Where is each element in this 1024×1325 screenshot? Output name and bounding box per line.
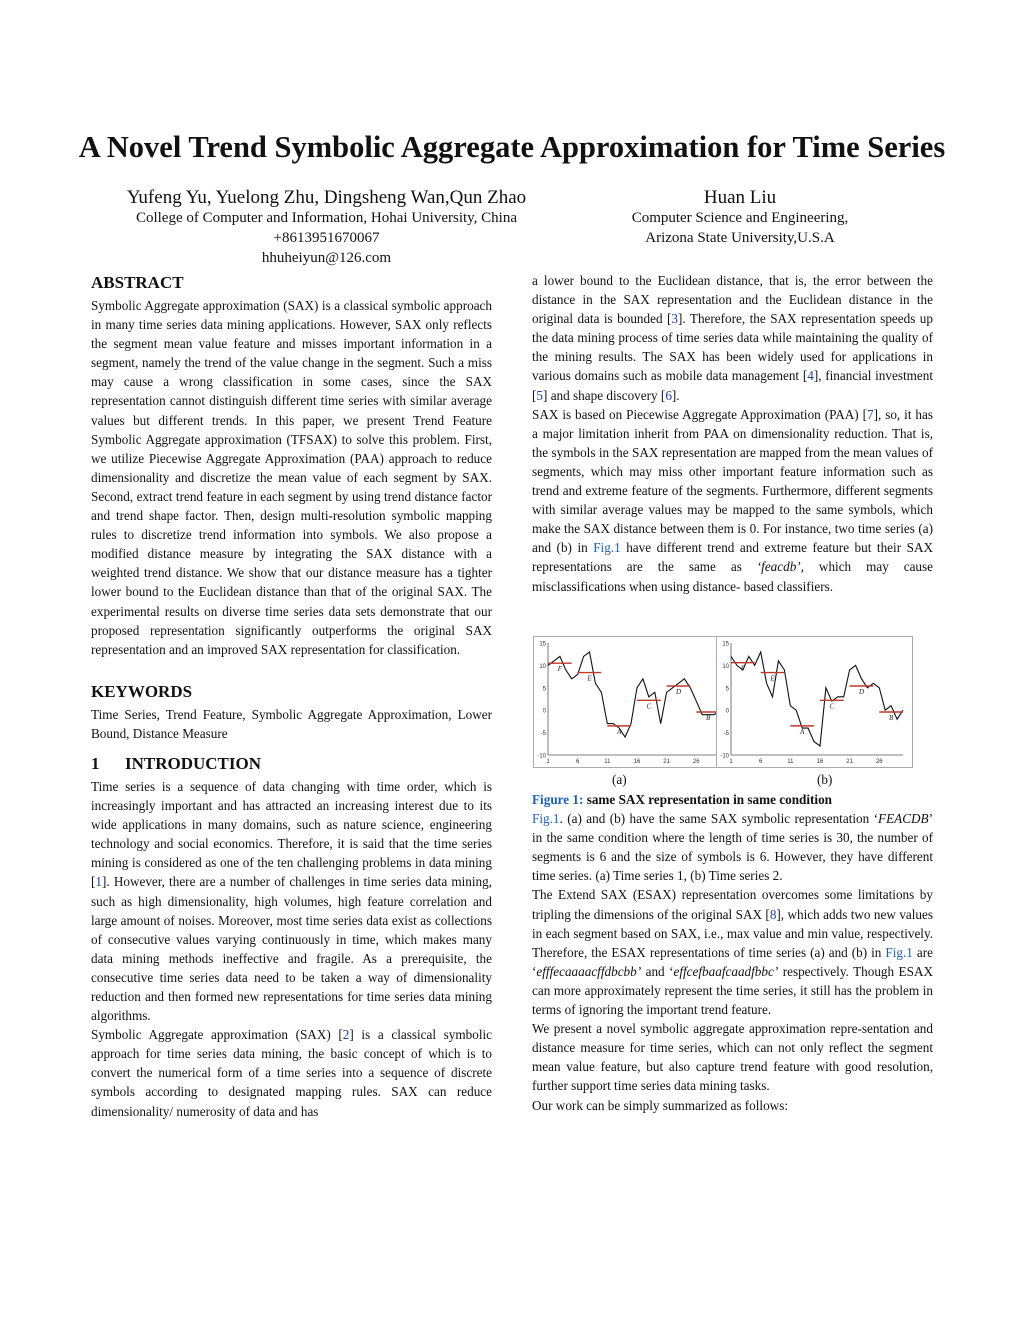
right-column-top: [532, 271, 933, 596]
right-paragraph-2: SAX is based on Piecewise Aggregate Approximation (PAA) [7], so, it has a major limitation inherit from PAA on dimensionality reduction. That is, the symbols in the SAX representation are mapped from the mean values of segments, which may miss other important feature information such as trend and extreme feature of the segments. Furthermore, different segments with similar average values may be mapped to the same symbols, which make the SAX distance between them is 0. For instance, two time series (a) and (b) in Fig.1 have different trend and extreme feature but their SAX representations are the same as ‘feacdb’, which may cause misclassifications when using distance- based classifiers.: [532, 406, 934, 594]
y-tick-label: 10: [539, 663, 546, 670]
subcaption-b: (b): [817, 772, 833, 787]
y-tick-label: -10: [720, 753, 729, 760]
ref-link[interactable]: 6: [665, 387, 672, 403]
subcaption-a: (a): [612, 772, 627, 787]
y-tick-label: 5: [542, 686, 546, 693]
figure-link[interactable]: Fig.1: [593, 540, 621, 556]
x-tick-label: 1: [729, 759, 733, 765]
right-paragraph-3: Fig.1. (a) and (b) have the same SAX symbolic representation ‘FEACDB’ in the same condition where the length of time series is 30, the number of segments is 6 and the size of symbols is 6. However, they have different time series. (a) Time series 1, (b) Time series 2.: [532, 811, 933, 884]
series-line: [731, 652, 903, 746]
authors-left-phone: +8613951670067: [273, 230, 380, 246]
figure-caption: Figure 1: same SAX representation in same condition: [532, 792, 833, 807]
y-tick-label: -5: [723, 731, 729, 738]
series-line: [548, 652, 720, 737]
ref-link[interactable]: 7: [866, 406, 874, 422]
figure-label: Figure 1:: [532, 792, 584, 807]
intro-paragraph-2: Symbolic Aggregate approximation (SAX) [2] is a classical symbolic approach for time series data mining, the basic concept of which is to convert the numerical form of a time series into a sequence of discrete symbols according to designated mapping rules. SAX can reduce dimensionality/ numerosity of data and has: [91, 1027, 492, 1119]
x-tick-label: 6: [575, 759, 580, 765]
y-tick-label: -10: [537, 753, 546, 760]
x-tick-label: 16: [633, 759, 641, 765]
x-tick-label: 6: [758, 759, 763, 765]
segment-symbol-label: A: [800, 727, 805, 736]
y-tick-label: -5: [540, 731, 546, 738]
keywords-heading: KEYWORDS: [91, 681, 193, 701]
right-paragraph-6: Our work can be simply summarized as follows:: [532, 1097, 789, 1113]
right-column-bottom: [532, 790, 933, 1115]
figure-link[interactable]: Fig.1: [885, 944, 913, 960]
ref-link[interactable]: 2: [342, 1027, 350, 1043]
keywords-text: Time Series, Trend Feature, Symbolic Aggregate Approximation, Lower Bound, Distance Measure: [91, 706, 492, 741]
left-column: [91, 272, 492, 1121]
ref-link[interactable]: 4: [807, 368, 814, 384]
chart-b: [717, 637, 912, 767]
abstract-heading: ABSTRACT: [91, 273, 184, 292]
y-tick-label: 0: [542, 708, 546, 715]
authors-left-affiliation: College of Computer and Information, Hohai University, China: [135, 210, 518, 226]
segment-symbol-label: A: [617, 727, 622, 736]
segment-symbol-label: F: [740, 664, 746, 673]
ref-link[interactable]: 1: [95, 874, 102, 890]
x-tick-label: 11: [604, 759, 611, 765]
authors-left-names: Yufeng Yu, Yuelong Zhu, Dingsheng Wan,Qun Zhao: [126, 187, 527, 208]
authors-right-affiliation1: Computer Science and Engineering,: [631, 210, 849, 226]
segment-symbol-label: D: [675, 688, 682, 697]
segment-symbol-label: D: [858, 688, 865, 697]
right-paragraph-5: We present a novel symbolic aggregate approximation repre-sentation and distance measure for time series, which can not only reflect the segment mean value feature, but also capture trend feature with good resolution, further support time series data mining tasks.: [532, 1021, 933, 1094]
y-tick-label: 15: [539, 641, 546, 648]
y-tick-label: 0: [725, 708, 729, 715]
ref-link[interactable]: 3: [671, 311, 678, 327]
x-tick-label: 26: [692, 759, 700, 765]
x-tick-label: 16: [816, 759, 824, 765]
segment-symbol-label: E: [587, 674, 592, 683]
chart-a: [534, 637, 729, 767]
authors-right-names: Huan Liu: [703, 187, 777, 208]
segment-symbol-label: F: [557, 665, 563, 674]
intro-heading: 1 INTRODUCTION: [91, 753, 262, 773]
segment-symbol-label: C: [829, 702, 835, 711]
intro-paragraph-1: Time series is a sequence of data changing with time order, which is increasingly important and has attracted an increasing interest due to its wide applications in many domains, such as nature science, engineering technology and social economics. Therefore, it is said that the time series mining is considered as one of the ten challenging problems in data mining [1]. However, there are a number of challenges in time series data mining, such as high dimensionality, high volumes, high feature correlation and large amount of noises. Moreover, most time series data exist as collections of consecutive values varying continuously in time, which makes many data mining methods ineffective and fragile. As a prerequisite, the consecutive time series data need to be taken a way of dimensionality reduction and then formed new representations for time series data mining algorithms.: [91, 778, 492, 1024]
y-tick-label: 10: [722, 663, 729, 670]
right-paragraph-1: a lower bound to the Euclidean distance, that is, the error between the distance in the SAX representation and the Euclidean distance in the original data is bounded [3]. Therefore, the SAX representation speeds up the data mining process of time series data while maintaining the quality of the mining results. The SAX has been widely used for applications in various domains such as mobile data management [4], financial investment [5] and shape discovery [6].: [532, 273, 933, 403]
authors-left-email: hhuheiyun@126.com: [261, 250, 392, 266]
y-tick-label: 15: [722, 641, 729, 648]
ref-link[interactable]: 5: [536, 387, 543, 403]
x-tick-label: 1: [546, 759, 550, 765]
chart-panel-b: [716, 636, 913, 768]
segment-symbol-label: B: [888, 713, 894, 722]
abstract-text: Symbolic Aggregate approximation (SAX) is a classical symbolic approach in many time series data mining applications. However, SAX only reflects the segment mean value feature and misses important information in a segment, namely the trend of the value change in the segment. Such a miss may cause a wrong classification in some cases, since the SAX representation cannot distinguish different time series with similar average values but different trends. In this paper, we present Trend Feature Symbolic Aggregate approximation (TFSAX) to solve this problem. First, we utilize Piecewise Aggregate Approximation (PAA) approach to reduce dimensionality and discretize the mean value of each segment by SAX. Second, extract trend feature in each segment by using trend distance factor and trend shape factor. Then, design multi-resolution symbolic mapping rules to discretize trend information into symbols. We also propose a modified distance measure by integrating the SAX distance with a weighted trend distance. We show that our distance measure has a tighter lower bound to the Euclidean distance than that of the original SAX. The experimental results on diverse time series data sets demonstrate that our proposed representation significantly outperforms the original SAX representation and an improved SAX representation for classification.: [91, 298, 492, 657]
right-paragraph-4: The Extend SAX (ESAX) representation overcomes some limitations by tripling the dimensions of the original SAX [8], which adds two new values in each segment based on SAX, i.e., max value and min value, respectively. Therefore, the ESAX representations of time series (a) and (b) in Fig.1 are ‘efffecaaaacffdbcbb’ and ‘effcefbaafcaadfbbc’ respectively. Though ESAX can more approximately represent the time series, it still has the problem in terms of ignoring the important trend feature.: [532, 887, 934, 1018]
authors-right-affiliation2: Arizona State University,U.S.A: [645, 230, 835, 246]
x-tick-label: 21: [663, 759, 670, 765]
x-tick-label: 21: [846, 759, 853, 765]
figure-link[interactable]: Fig.1: [532, 811, 560, 827]
ref-link[interactable]: 8: [769, 906, 777, 922]
paper-title: A Novel Trend Symbolic Aggregate Approximation for Time Series: [78, 130, 946, 164]
x-tick-label: 11: [787, 759, 794, 765]
x-tick-label: 26: [875, 759, 883, 765]
segment-symbol-label: C: [646, 702, 652, 711]
chart-panel-a: [533, 636, 730, 768]
y-tick-label: 5: [725, 686, 729, 693]
segment-symbol-label: E: [770, 674, 775, 683]
segment-symbol-label: B: [705, 713, 711, 722]
figure-1: [533, 636, 933, 770]
